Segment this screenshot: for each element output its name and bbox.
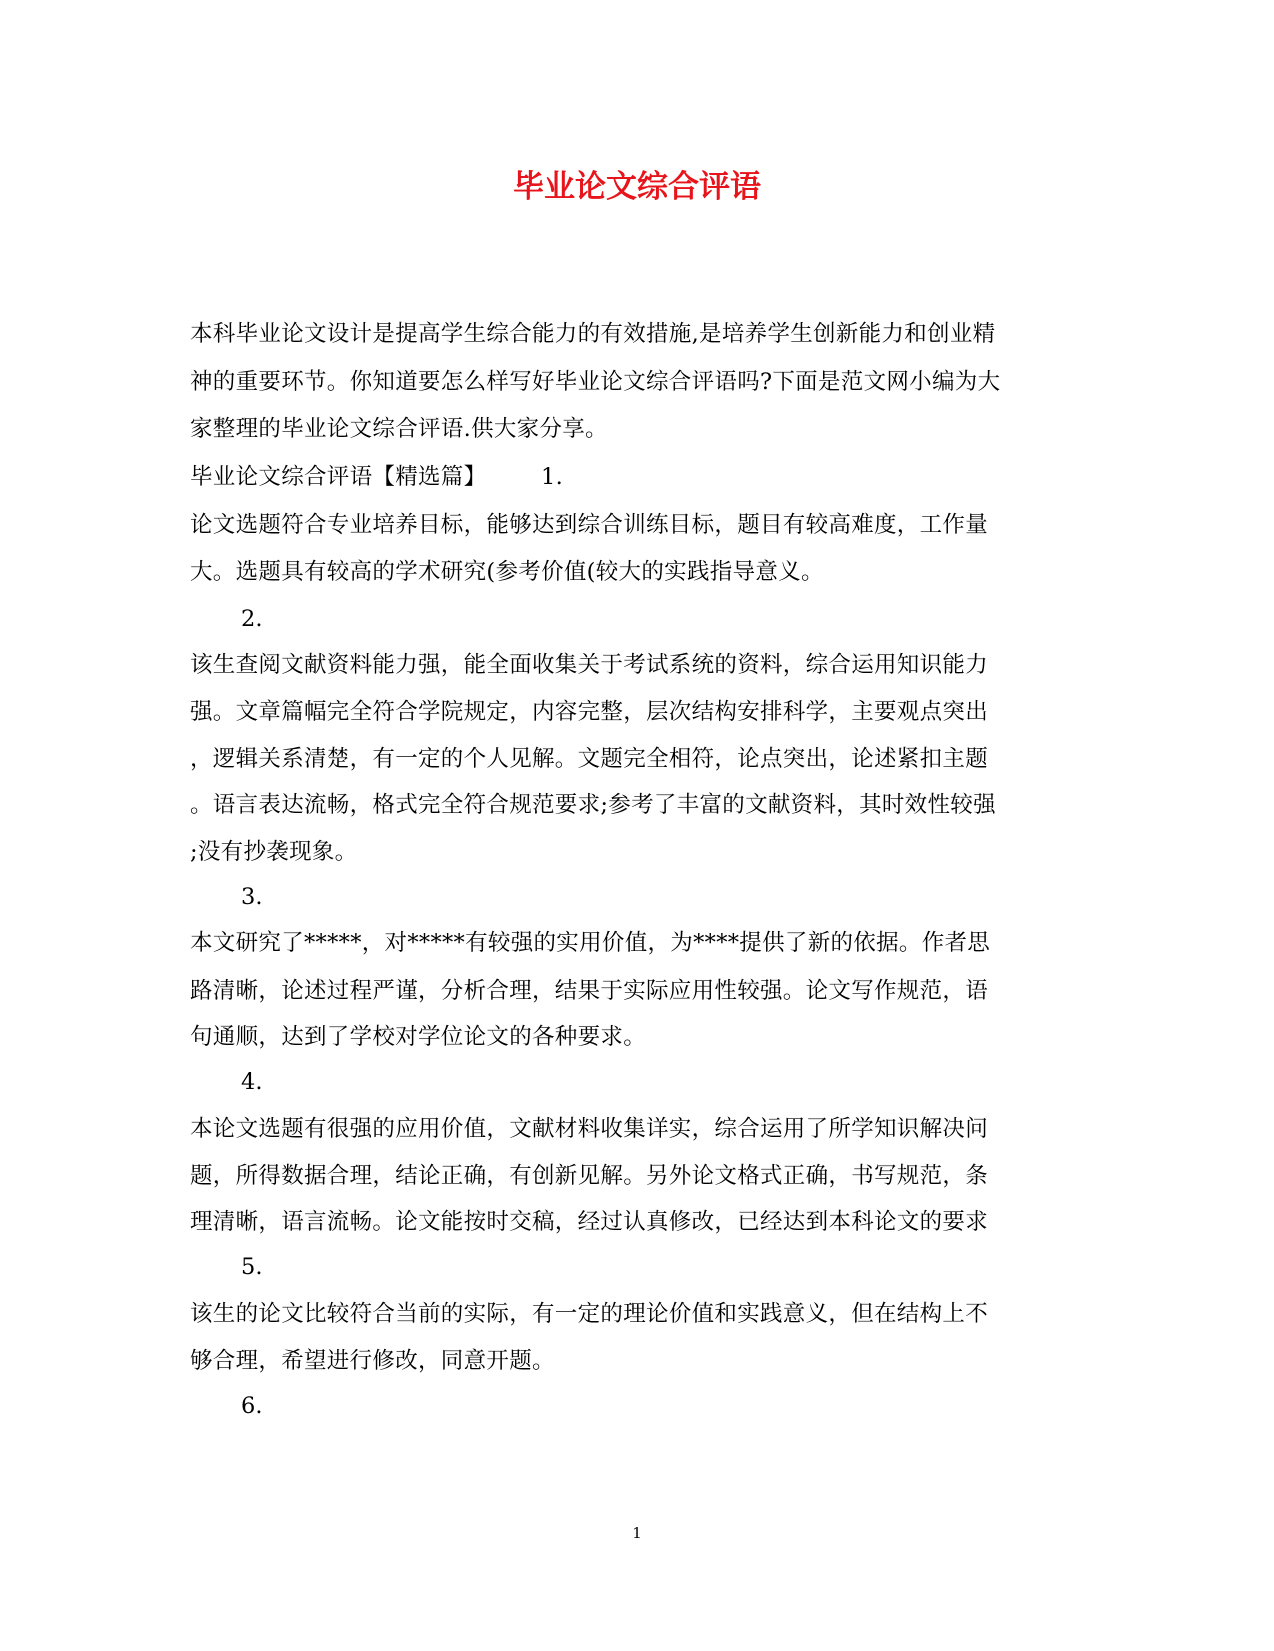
item-number: 3. [241, 884, 263, 910]
intro-line: 本科毕业论文设计是提高学生综合能力的有效措施,是培养学生创新能力和创业精 [190, 321, 996, 347]
item-number: 6. [241, 1393, 263, 1419]
item-number: 5. [241, 1254, 263, 1280]
item-line: 大。选题具有较高的学术研究(参考价值(较大的实践指导意义。 [190, 559, 824, 585]
item-line: 该生查阅文献资料能力强，能全面收集关于考试系统的资料，综合运用知识能力 [190, 652, 989, 678]
intro-line: 神的重要环节。你知道要怎么样写好毕业论文综合评语吗?下面是范文网小编为大 [190, 369, 1001, 395]
item-line: ，逻辑关系清楚，有一定的个人见解。文题完全相符，论点突出，论述紧扣主题 [190, 746, 989, 772]
item-line: 路清晰，论述过程严谨，分析合理，结果于实际应用性较强。论文写作规范，语 [190, 978, 989, 1004]
page-title: 毕业论文综合评语 [513, 169, 761, 205]
item-line: 论文选题符合专业培养目标，能够达到综合训练目标，题目有较高难度，工作量 [190, 512, 989, 538]
item-line: 理清晰，语言流畅。论文能按时交稿，经过认真修改，已经达到本科论文的要求 [190, 1209, 989, 1235]
item-number: 2. [241, 606, 263, 632]
item-line: ;没有抄袭现象。 [190, 839, 358, 865]
item-line: 该生的论文比较符合当前的实际，有一定的理论价值和实践意义，但在结构上不 [190, 1301, 989, 1327]
intro-line: 家整理的毕业论文综合评语.供大家分享。 [190, 416, 608, 442]
page-number: 1 [632, 1524, 642, 1542]
item-line: 够合理，希望进行修改，同意开题。 [190, 1348, 555, 1374]
section-heading: 毕业论文综合评语【精选篇】 [190, 464, 487, 490]
item-number: 4. [241, 1069, 263, 1095]
item-line: 本论文选题有很强的应用价值，文献材料收集详实，综合运用了所学知识解决问 [190, 1116, 989, 1142]
item-number: 1. [541, 464, 564, 490]
item-line: 题，所得数据合理，结论正确，有创新见解。另外论文格式正确，书写规范，条 [190, 1163, 989, 1189]
item-line: 句通顺，达到了学校对学位论文的各种要求。 [190, 1024, 647, 1050]
item-line: 强。文章篇幅完全符合学院规定，内容完整，层次结构安排科学，主要观点突出 [190, 699, 989, 725]
item-line: 。语言表达流畅，格式完全符合规范要求;参考了丰富的文献资料，其时效性较强 [190, 792, 996, 818]
item-line: 本文研究了*****，对*****有较强的实用价值，为****提供了新的依据。作者思 [190, 930, 991, 956]
